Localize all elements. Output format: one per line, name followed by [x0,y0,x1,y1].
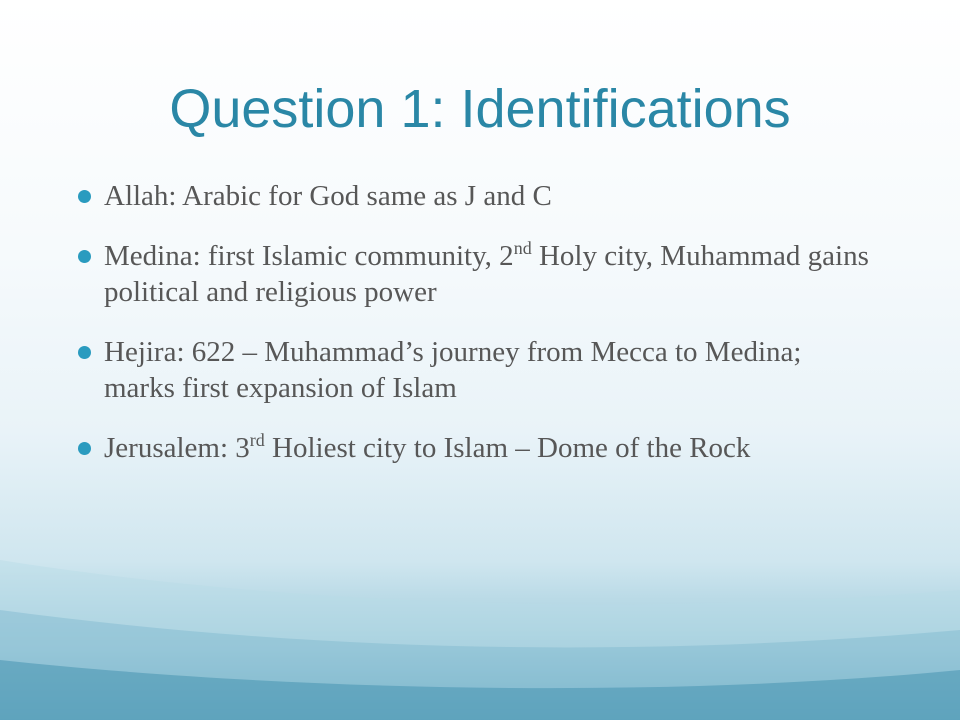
bullet-hejira [78,334,878,406]
bullet-text-continued: Holy city, Muhammad gains political and religious power [104,240,869,308]
bullet-jerusalem [78,430,878,466]
bullet-text: Medina: first Islamic community, 2 [104,240,514,272]
slide-title: Question 1: Identifications [169,79,791,139]
bullet-allah [78,178,878,214]
bullet-dot-icon [78,346,91,359]
bullet-list [78,178,878,490]
ordinal-suffix: rd [249,430,265,450]
bullet-medina [78,238,878,310]
bullet-dot-icon [78,190,91,203]
bullet-dot-icon [78,250,91,263]
bullet-text-continued: Holiest city to Islam – Dome of the Rock [264,432,751,464]
ordinal-suffix: nd [513,238,532,258]
bullet-text: Hejira: 622 – Muhammad’s journey from Mecca to Medina; marks first expansion of Islam [104,336,802,404]
bullet-text: Jerusalem: 3 [104,432,250,464]
bullet-dot-icon [78,442,91,455]
bullet-text: Allah: Arabic for God same as J and C [104,180,552,212]
